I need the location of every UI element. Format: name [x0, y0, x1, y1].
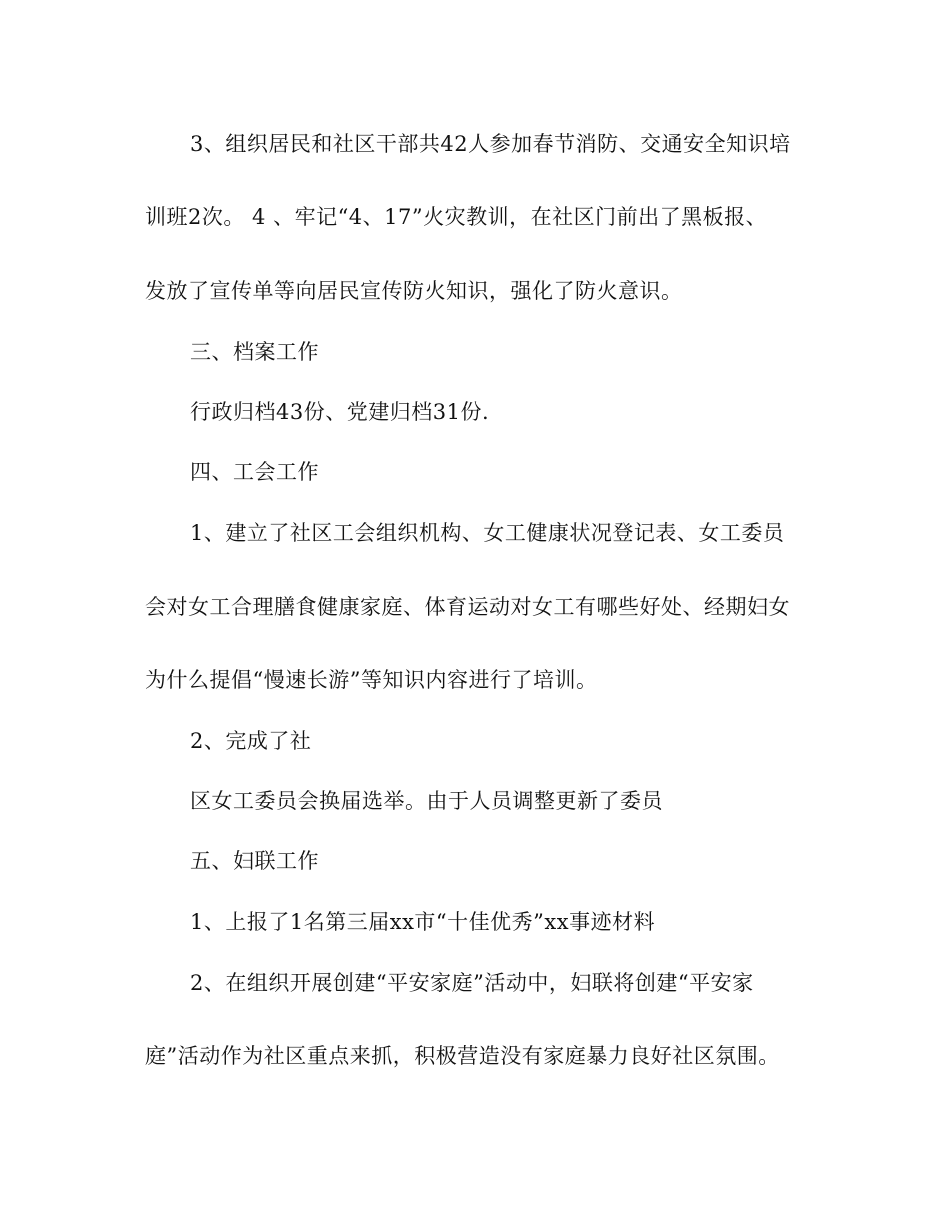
section-heading-archives: 三、档案工作 [190, 340, 319, 364]
archives-text: 行政归档43份、党建归档31份. [190, 400, 490, 424]
union-item-2-line-1: 2、完成了社 [190, 729, 312, 753]
union-item-2-line-2: 区女工委员会换届选举。由于人员调整更新了委员 [190, 789, 663, 813]
section-heading-union: 四、工会工作 [190, 460, 319, 484]
womens-federation-item-1: 1、上报了1名第三届xx市“十佳优秀”xx事迹材料 [190, 910, 656, 934]
womens-federation-item-2-line-1: 2、在组织开展创建“平安家庭”活动中，妇联将创建“平安家 [190, 971, 754, 995]
paragraph-fire-training-line-2: 训班2次。 4 、牢记“4、17”火灾教训，在社区门前出了黑板报、 [145, 205, 768, 229]
womens-federation-item-2-line-2: 庭”活动作为社区重点来抓，积极营造没有家庭暴力良好社区氛围。 [145, 1044, 780, 1068]
union-item-1-line-3: 为什么提倡“慢速长游”等知识内容进行了培训。 [145, 668, 598, 692]
section-heading-womens-federation: 五、妇联工作 [190, 849, 319, 873]
paragraph-fire-training-line-1: 3、组织居民和社区干部共42人参加春节消防、交通安全知识培 [190, 132, 791, 156]
paragraph-fire-training-line-3: 发放了宣传单等向居民宣传防火知识，强化了防火意识。 [145, 279, 683, 303]
union-item-1-line-1: 1、建立了社区工会组织机构、女工健康状况登记表、女工委员 [190, 521, 785, 545]
union-item-1-line-2: 会对女工合理膳食健康家庭、体育运动对女工有哪些好处、经期妇女 [145, 595, 790, 619]
